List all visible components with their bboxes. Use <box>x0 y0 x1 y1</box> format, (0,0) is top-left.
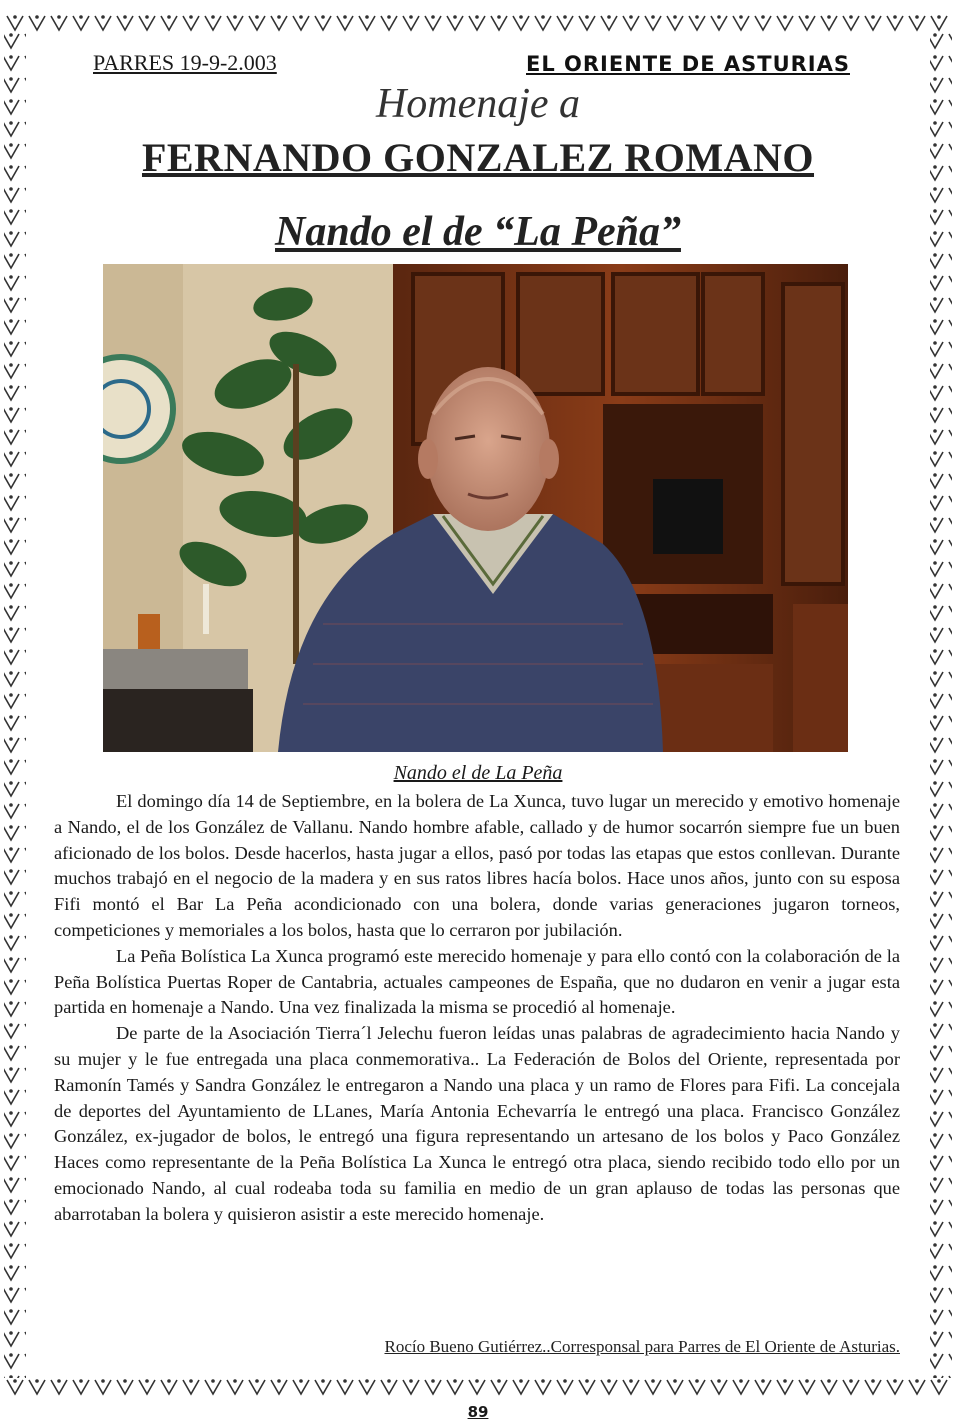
portrait-photo <box>103 264 848 752</box>
article-title-homenaje: Homenaje a <box>375 81 581 127</box>
publication-name: EL ORIENTE DE ASTURIAS <box>526 52 850 76</box>
article-paragraph: El domingo día 14 de Septiembre, en la bolera de La Xunca, tuvo lugar un merecido y emotivo homenaje a Nando, el de los González de Vallanu. Nando hombre afable, callado y de humor socarrón siempre fue un buen aficionado de los bolos. Desde hacerlos, hasta jugar a ellos, pasó por todas las etapas que estos conllevan. Durante muchos trabajó en el negocio de la madera y en sus ratos libres hacía bolos. Hace unos años, junto con su esposa Fifi montó el Bar La Peña acondicionado con una bolera, donde varias generaciones jugaron torneos, competiciones y memoriales a los bolos, hasta que lo cerraron por jubilación. <box>54 791 900 940</box>
author-signature: Rocío Bueno Gutiérrez..Corresponsal para Parres de El Oriente de Asturias. <box>384 1337 900 1356</box>
dateline: PARRES 19-9-2.003 <box>93 50 277 75</box>
article-paragraph: De parte de la Asociación Tierra´l Jelechu fueron leídas unas palabras de agradecimiento hacia Nando y su mujer y le fue entregada una placa conmemorativa.. La Federación de Bolos del Oriente, representada por Ramonín Tamés y Sandra González le entregaron a Nando una placa y un ramo de Flores para Fifi. La concejala de deportes del Ayuntamiento de LLanes, María Antonia Echevarría le entregó una placa. Francisco González González, ex-jugador de bolos, le entregó una figura representando un artesano de los bolos y Paco González Haces como representante de la Peña Bolística La Xunca le entregó otra placa, siendo recibido todo ello por un emocionado Nando, al cual rodeaba toda su familia en medio de un gran aplauso de todas las personas que abarrotaban la bolera y quisieron asistir a este merecido homenaje. <box>54 1023 900 1224</box>
article-paragraph: La Peña Bolística La Xunca programó este merecido homenaje y para ello contó con la colaboración de la Peña Bolística Puertas Roper de Cantabria, actuales campeones de España, que no dudaron en venir a jugar esta partida en homenaje a Nando. Una vez finalizada la misma se procedió al homenaje. <box>54 945 900 1018</box>
page-number: 89 <box>467 1403 489 1421</box>
article-title-name: FERNANDO GONZALEZ ROMANO <box>141 135 815 180</box>
photo-caption: Nando el de La Peña <box>393 762 563 784</box>
article-subtitle: Nando el de “La Peña” <box>275 209 681 255</box>
article-body <box>54 789 900 1228</box>
